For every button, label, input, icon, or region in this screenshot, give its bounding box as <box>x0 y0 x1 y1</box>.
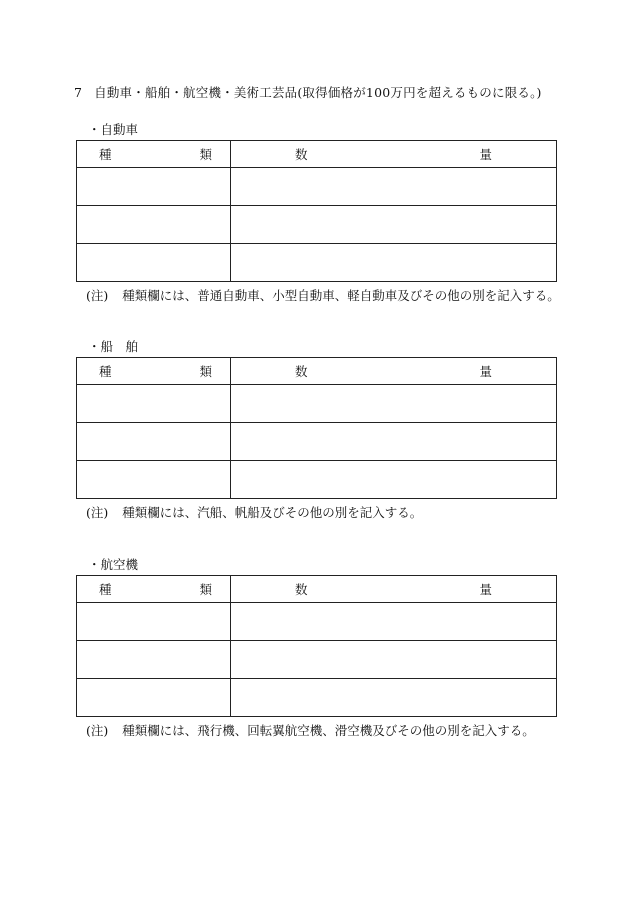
header-quantity-char-1: 数 <box>295 364 308 379</box>
quantity-cell[interactable] <box>231 461 557 499</box>
header-quantity <box>231 576 557 603</box>
header-type-char-2: 類 <box>199 147 212 162</box>
type-cell[interactable] <box>77 641 231 679</box>
header-quantity <box>231 141 557 168</box>
section-label: ・船 舶 <box>88 339 139 354</box>
section-automobile <box>76 120 560 304</box>
header-quantity <box>231 358 557 385</box>
section-aircraft <box>76 555 557 739</box>
header-type <box>77 358 231 385</box>
quantity-cell[interactable] <box>231 423 557 461</box>
table-row <box>77 206 557 244</box>
table-row <box>77 423 557 461</box>
type-cell[interactable] <box>77 423 231 461</box>
quantity-cell[interactable] <box>231 244 557 282</box>
header-quantity-char-2: 量 <box>479 147 492 162</box>
note-text: 種類欄には、汽船、帆船及びその他の別を記入する。 <box>122 505 423 520</box>
quantity-cell[interactable] <box>231 603 557 641</box>
type-cell[interactable] <box>77 385 231 423</box>
aircraft-table <box>76 575 557 717</box>
table-row <box>77 461 557 499</box>
header-quantity-char-1: 数 <box>295 582 308 597</box>
table-note <box>86 503 557 521</box>
note-mark: (注) <box>86 505 109 520</box>
table-row <box>77 679 557 717</box>
header-type <box>77 141 231 168</box>
header-type-char-1: 種 <box>99 364 112 379</box>
table-row <box>77 603 557 641</box>
quantity-cell[interactable] <box>231 385 557 423</box>
type-cell[interactable] <box>77 206 231 244</box>
type-cell[interactable] <box>77 168 231 206</box>
quantity-cell[interactable] <box>231 206 557 244</box>
table-row <box>77 244 557 282</box>
header-quantity-char-1: 数 <box>295 147 308 162</box>
type-cell[interactable] <box>77 679 231 717</box>
header-type-char-1: 種 <box>99 582 112 597</box>
header-type-char-1: 種 <box>99 147 112 162</box>
type-cell[interactable] <box>77 244 231 282</box>
section-label: ・自動車 <box>88 122 139 137</box>
quantity-cell[interactable] <box>231 641 557 679</box>
table-header-row <box>77 358 557 385</box>
note-mark: (注) <box>86 723 109 738</box>
section-label: ・航空機 <box>88 557 139 572</box>
quantity-cell[interactable] <box>231 679 557 717</box>
table-header-row <box>77 141 557 168</box>
note-text: 種類欄には、飛行機、回転翼航空機、滑空機及びその他の別を記入する。 <box>122 723 535 738</box>
title-text: 自動車・船舶・航空機・美術工芸品(取得価格が100万円を超えるものに限る。) <box>94 85 542 100</box>
table-row <box>77 168 557 206</box>
table-header-row <box>77 576 557 603</box>
header-quantity-char-2: 量 <box>479 582 492 597</box>
page-title <box>74 83 542 101</box>
ship-table <box>76 357 557 499</box>
note-mark: (注) <box>86 288 109 303</box>
automobile-table <box>76 140 557 282</box>
note-text: 種類欄には、普通自動車、小型自動車、軽自動車及びその他の別を記入する。 <box>122 288 560 303</box>
table-row <box>77 641 557 679</box>
table-note <box>86 286 560 304</box>
header-quantity-char-2: 量 <box>479 364 492 379</box>
type-cell[interactable] <box>77 603 231 641</box>
quantity-cell[interactable] <box>231 168 557 206</box>
table-row <box>77 385 557 423</box>
header-type-char-2: 類 <box>199 582 212 597</box>
type-cell[interactable] <box>77 461 231 499</box>
title-number: 7 <box>74 85 83 100</box>
header-type-char-2: 類 <box>199 364 212 379</box>
table-note <box>86 721 557 739</box>
header-type <box>77 576 231 603</box>
section-ship <box>76 337 557 521</box>
